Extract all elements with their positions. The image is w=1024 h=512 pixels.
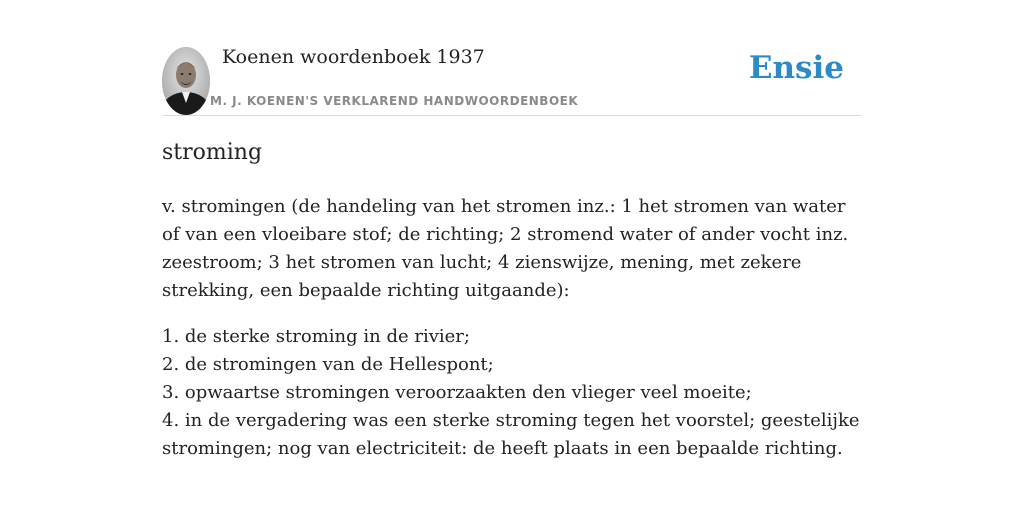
list-item: 2. de stromingen van de Hellespont;	[162, 354, 494, 375]
list-item: 1. de sterke stroming in de rivier;	[162, 326, 470, 347]
ensie-logo-link[interactable]: Ensie	[748, 50, 844, 86]
example-list	[162, 323, 862, 463]
site-subtitle: M. J. KOENEN'S VERKLAREND HANDWOORDENBOEK	[210, 94, 579, 108]
entry-headword: stroming	[162, 140, 263, 165]
site-title-link[interactable]: Koenen woordenboek 1937	[222, 46, 485, 68]
site-header	[162, 44, 862, 116]
list-item: 3. opwaartse stromingen veroorzaakten den vlieger veel moeite;	[162, 382, 752, 403]
author-portrait	[162, 47, 210, 115]
list-item: 4. in de vergadering was een sterke stroming tegen het voorstel; geestelijke stromingen; nog van electriciteit: de heeft plaats in een bepaalde richting.	[162, 410, 860, 459]
header-divider	[162, 115, 862, 116]
entry-definition: v. stromingen (de handeling van het stromen inz.: 1 het stromen van water of van een vloeibare stof; de richting; 2 stromend water of ander vocht inz. zeestroom; 3 het stromen van lucht; 4 zienswijze, mening, met zekere strekking, een bepaalde richting uitgaande):	[162, 196, 849, 301]
